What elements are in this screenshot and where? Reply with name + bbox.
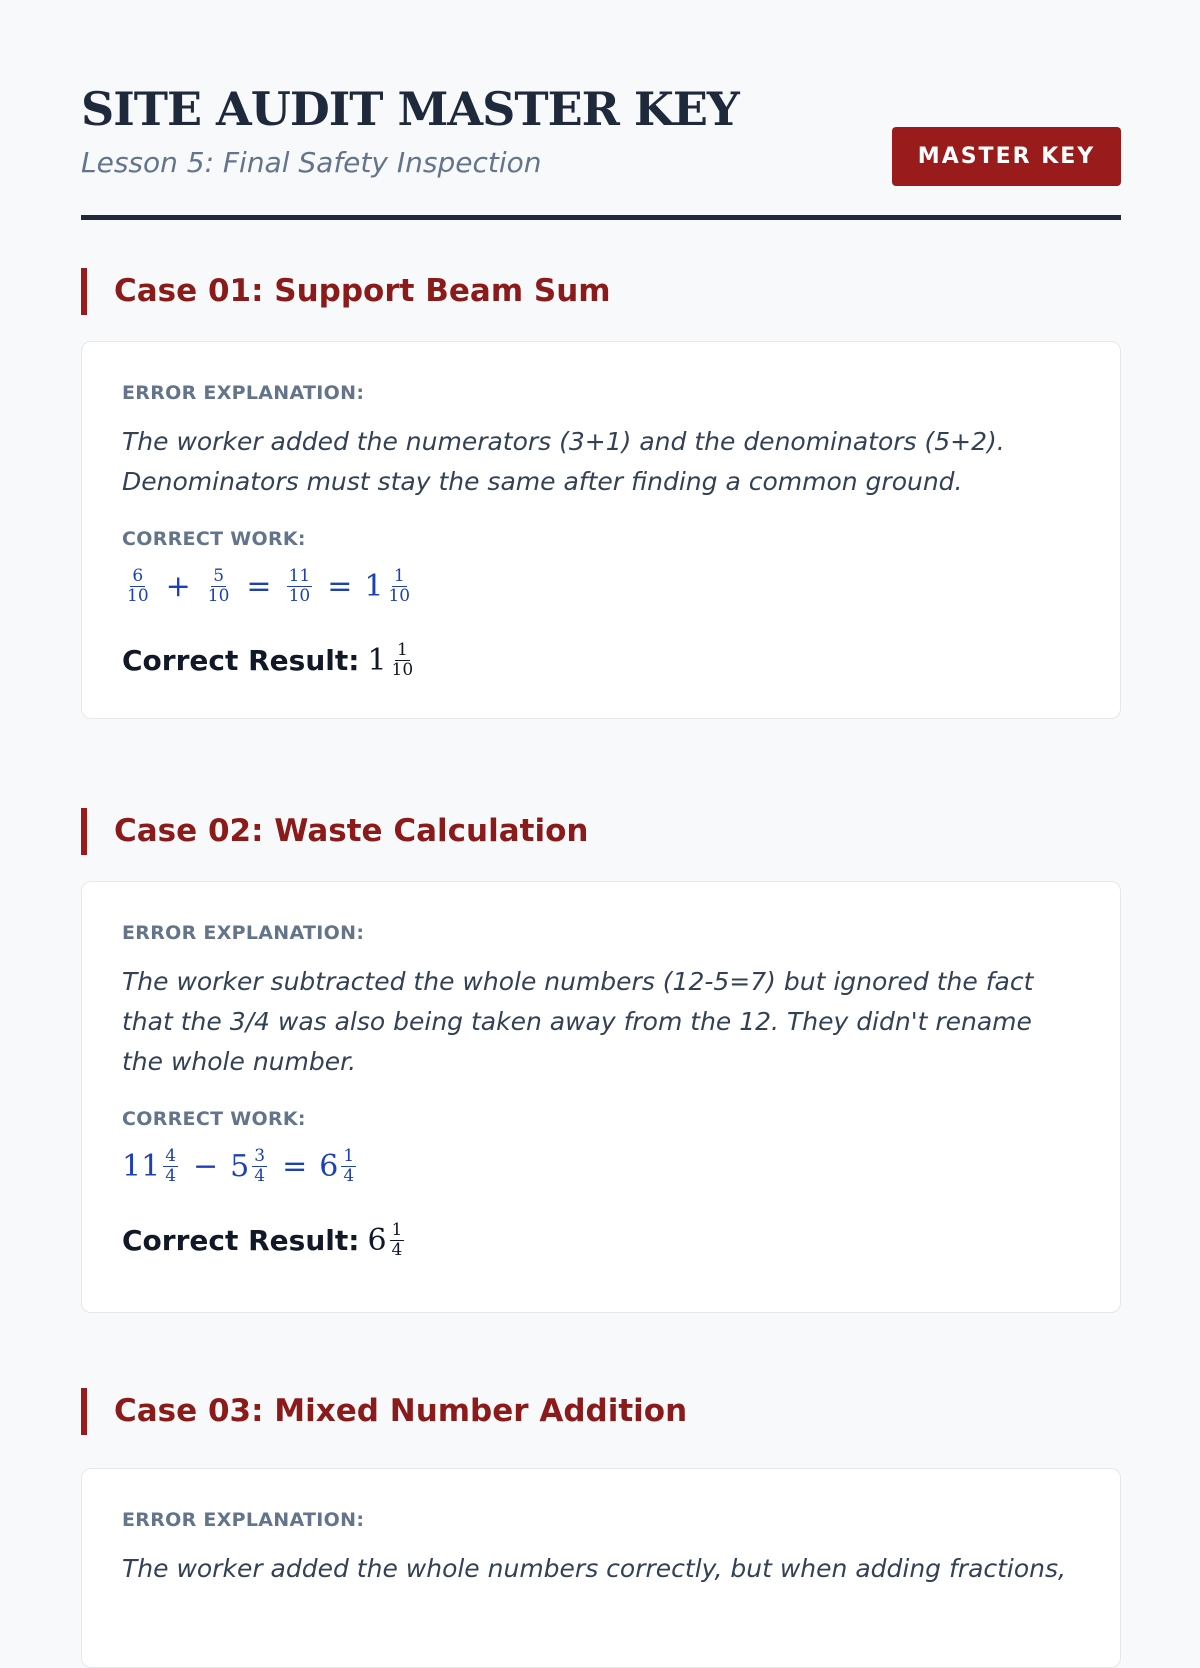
denominator: 10 [388,585,411,606]
case-02-card [81,881,1121,1313]
error-explanation-text: The worker added the numerators (3+1) and the denominators (5+2). Denominators must stay the same after finding a common ground. [122,427,1005,496]
error-explanation-label: ERROR EXPLANATION: [122,922,365,944]
case-03-card [81,1468,1121,1668]
whole-number: 6 [367,1222,387,1258]
error-explanation-label: ERROR EXPLANATION: [122,382,365,404]
equals-operator: = [246,568,272,604]
case-03-heading: Case 03: Mixed Number Addition [81,1388,687,1435]
numerator: 3 [254,1145,266,1166]
equals-operator: = [282,1148,308,1184]
numerator: 6 [132,565,144,586]
error-explanation-text: The worker added the whole numbers correctly, but when adding fractions, [122,1554,1066,1583]
fraction [386,567,412,606]
page [81,0,1121,1583]
whole-number: 1 [367,642,387,678]
fraction [287,567,313,606]
correct-work-label: CORRECT WORK: [122,1108,306,1130]
numerator: 4 [165,1145,177,1166]
denominator: 10 [127,585,149,606]
correct-work-label: CORRECT WORK: [122,528,306,550]
fraction [390,641,416,680]
case-02-heading: Case 02: Waste Calculation [81,808,588,855]
denominator: 4 [254,1165,266,1186]
fraction [206,567,232,606]
numerator: 1 [393,565,405,586]
case-01-card [81,341,1121,719]
correct-result [122,1208,1080,1272]
fraction [390,1221,405,1260]
fraction [341,1147,356,1186]
correct-result-label: Correct Result: [122,1223,360,1257]
plus-operator: + [165,568,191,604]
page-title: SITE AUDIT MASTER KEY [81,82,739,136]
numerator: 1 [396,639,408,660]
case-01-heading: Case 01: Support Beam Sum [81,268,611,315]
whole-number: 1 [364,568,384,604]
fraction [125,567,151,606]
numerator: 11 [288,565,311,586]
correct-result-label: Correct Result: [122,643,360,677]
denominator: 10 [391,659,414,680]
master-key-badge: MASTER KEY [892,127,1121,186]
denominator: 4 [391,1239,403,1260]
numerator: 5 [213,565,225,586]
numerator: 1 [391,1219,403,1240]
whole-number: 5 [230,1148,250,1184]
numerator: 1 [343,1145,355,1166]
error-explanation-label: ERROR EXPLANATION: [122,1509,365,1531]
whole-number: 11 [122,1148,161,1184]
fraction [163,1147,178,1186]
minus-operator: − [193,1148,219,1184]
page-subtitle: Lesson 5: Final Safety Inspection [81,146,542,179]
fraction [252,1147,267,1186]
error-explanation-text: The worker subtracted the whole numbers (12-5=7) but ignored the fact that the 3/4 was also being taken away from the 12. They didn't rename the whole number. [122,967,1034,1076]
correct-work-equation [122,556,1080,616]
denominator: 4 [165,1165,177,1186]
denominator: 10 [288,585,311,606]
denominator: 10 [207,585,230,606]
correct-result-value [367,1221,407,1260]
header [81,0,1121,220]
equals-operator: = [327,568,353,604]
correct-result-value [367,641,418,680]
correct-work-equation [122,1136,1080,1196]
denominator: 4 [343,1165,355,1186]
whole-number: 6 [319,1148,339,1184]
correct-result [122,628,1080,692]
